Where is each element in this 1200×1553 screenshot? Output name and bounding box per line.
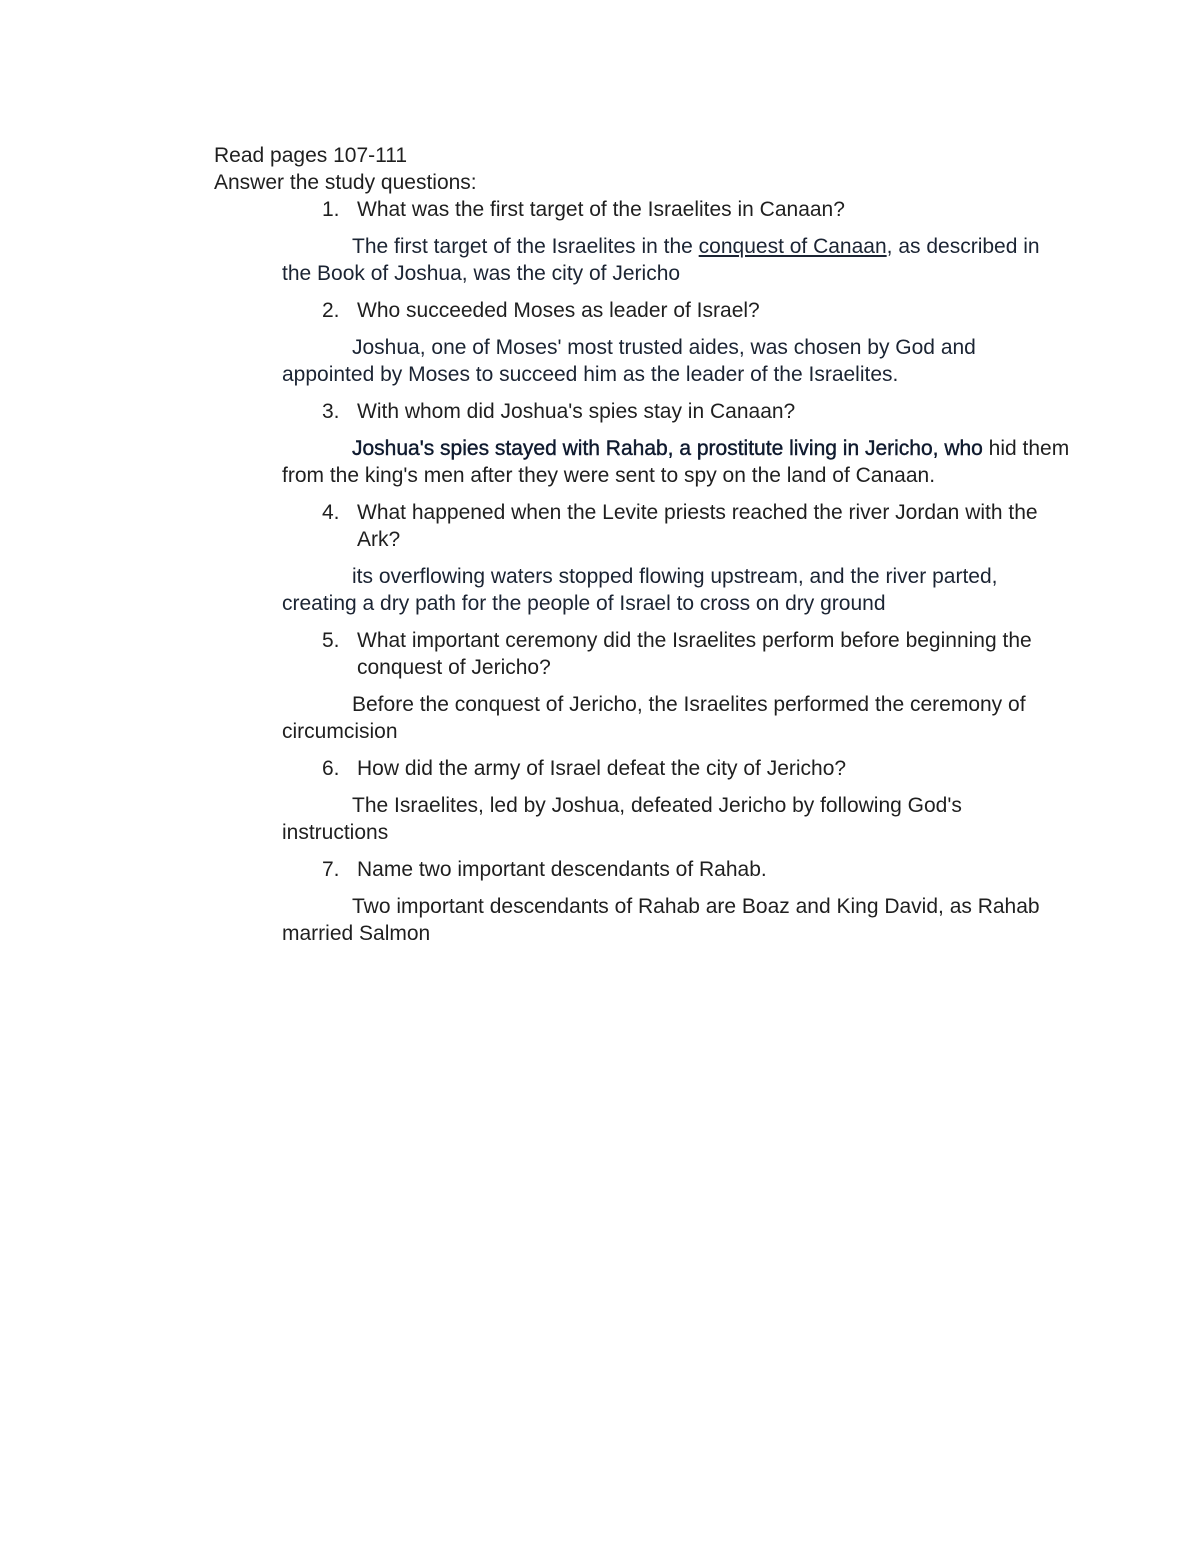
answer-text [282, 233, 1072, 287]
question-label: Name two important descendants of Rahab. [357, 858, 767, 881]
question-text [214, 627, 1057, 681]
answer-text: Before the conquest of Jericho, the Israelites performed the ceremony of circumcision [282, 693, 1026, 743]
answer-part: hid them from the king's men after they were sent to spy on the land of Canaan. [282, 437, 1070, 487]
study-question-item [214, 196, 1074, 287]
study-question-item [214, 297, 1074, 388]
answer-bold-part: Joshua's spies stayed with Rahab, a prostitute living in Jericho, who [352, 437, 983, 460]
question-number: 4. [322, 501, 340, 524]
study-question-item [214, 856, 1074, 947]
question-label: What was the first target of the Israelites in Canaan? [357, 198, 845, 221]
study-question-item [214, 627, 1074, 745]
question-text [214, 755, 1057, 782]
question-text [214, 398, 1057, 425]
study-question-item [214, 398, 1074, 489]
question-label: What happened when the Levite priests reached the river Jordan with the Ark? [357, 501, 1038, 551]
question-text [214, 856, 1057, 883]
question-text [214, 499, 1057, 553]
question-number: 7. [322, 858, 340, 881]
answer-text: Joshua, one of Moses' most trusted aides, was chosen by God and appointed by Moses to succeed him as the leader of the Israelites. [282, 336, 976, 386]
answer-part: The first target of the Israelites in the [352, 235, 699, 258]
document-body [214, 142, 1074, 957]
question-number: 6. [322, 757, 340, 780]
question-text [214, 297, 1057, 324]
study-question-item [214, 755, 1074, 846]
question-label: With whom did Joshua's spies stay in Canaan? [357, 400, 796, 423]
study-questions-list [214, 196, 1074, 947]
question-text [214, 196, 1057, 223]
question-number: 1. [322, 198, 340, 221]
question-number: 2. [322, 299, 340, 322]
answer-text [282, 435, 1072, 489]
question-number: 5. [322, 629, 340, 652]
question-label: How did the army of Israel defeat the city of Jericho? [357, 757, 847, 780]
question-label: What important ceremony did the Israelites perform before beginning the conquest of Jericho? [357, 629, 1032, 679]
question-label: Who succeeded Moses as leader of Israel? [357, 299, 760, 322]
conquest-of-canaan-link[interactable]: conquest of Canaan [698, 235, 887, 258]
answer-part: , as described in the Book of Joshua, was the city of Jericho [282, 235, 1040, 285]
reading-instruction: Read pages 107-111 [214, 144, 408, 167]
answer-text: Two important descendants of Rahab are Boaz and King David, as Rahab married Salmon [282, 895, 1040, 945]
study-question-item [214, 499, 1074, 617]
answer-text: The Israelites, led by Joshua, defeated Jericho by following God's instructions [282, 794, 962, 844]
answer-instruction: Answer the study questions: [214, 171, 477, 194]
question-number: 3. [322, 400, 340, 423]
answer-text: its overflowing waters stopped flowing upstream, and the river parted, creating a dry path for the people of Israel to cross on dry ground [282, 565, 998, 615]
